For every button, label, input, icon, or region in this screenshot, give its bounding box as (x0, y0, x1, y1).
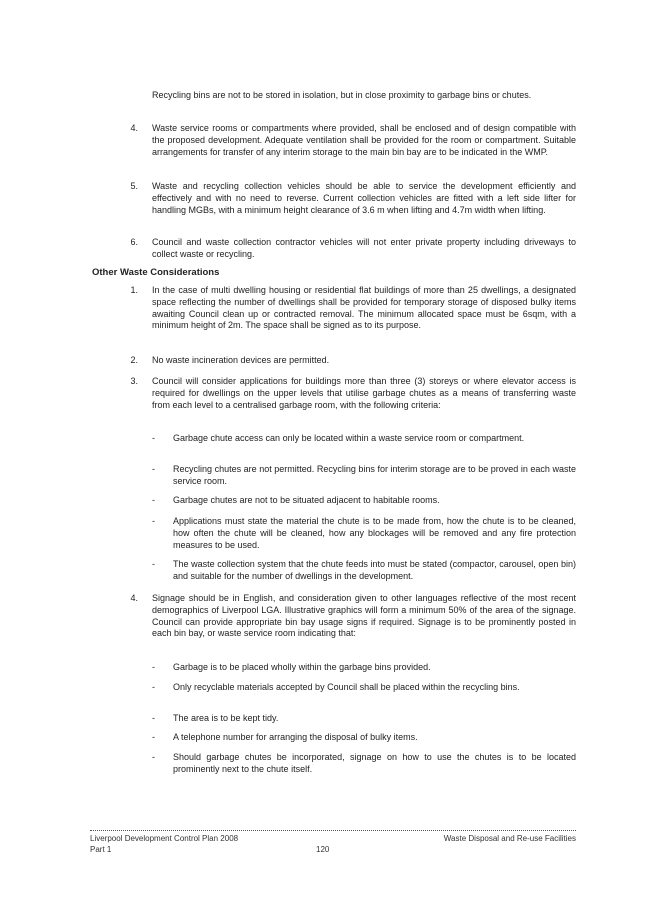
intro-continuation: Recycling bins are not to be stored in isolation, but in close proximity to garbage bins or chutes. (152, 90, 532, 100)
bullet-dash: - (152, 464, 155, 474)
list-item-number: 2. (130, 355, 138, 365)
list-item-number: 6. (130, 237, 138, 247)
list-item-number: 3. (130, 376, 138, 386)
page-number: 120 (316, 845, 330, 854)
bullet-dash: - (152, 516, 155, 526)
bullet-dash: - (152, 495, 155, 505)
list-item-text: Waste and recycling collection vehicles should be able to service the development efficiently and effectively and with no need to reverse. Current collection vehicles are fitted with a left side lifter for handling MGBs, with a minimum height clearance of 3.6 m when lifting and 4.7m width when lifting. (152, 181, 576, 215)
footer-part: Part 1 (90, 845, 112, 854)
criteria-item: Garbage chutes are not to be situated adjacent to habitable rooms. (173, 495, 440, 505)
bullet-dash: - (152, 662, 155, 672)
bullet-dash: - (152, 682, 155, 692)
criteria-item: The waste collection system that the chute feeds into must be stated (compactor, carousel, open bin) and suitable for the number of dwellings in the development. (173, 559, 576, 581)
signage-item: The area is to be kept tidy. (173, 713, 279, 723)
section-heading: Other Waste Considerations (92, 267, 220, 278)
list-item-number: 4. (130, 593, 138, 603)
list-item-text: No waste incineration devices are permitted. (152, 355, 330, 365)
list-item-number: 4. (130, 123, 138, 133)
criteria-item: Recycling chutes are not permitted. Recycling bins for interim storage are to be proved in each waste service room. (173, 464, 576, 486)
list-item-text: Waste service rooms or compartments where provided, shall be enclosed and of design compatible with the proposed development. Adequate ventilation shall be provided for the room or compartment. Suitable arrangements for transfer of any interim storage to the main bin bay are to be indicated in the WMP. (152, 123, 576, 157)
list-item-number: 5. (130, 181, 138, 191)
bullet-dash: - (152, 752, 155, 762)
bullet-dash: - (152, 713, 155, 723)
footer-section-title: Waste Disposal and Re-use Facilities (443, 834, 576, 843)
signage-item: A telephone number for arranging the disposal of bulky items. (173, 732, 418, 742)
list-item-text: In the case of multi dwelling housing or residential flat buildings of more than 25 dwellings, a designated space reflecting the number of dwellings shall be provided for temporary storage of disposed bulky items awaiting Council clean up or contracted removal. The minimum allocated space must be 6sqm, with a minimum height of 2m. The space shall be signed as to its purpose. (152, 285, 576, 331)
list-item-text: Council will consider applications for buildings more than three (3) storeys or where elevator access is required for dwellings on the upper levels that utilise garbage chutes as a means of transferring waste from each level to a centralised garbage room, with the following criteria: (152, 376, 576, 410)
bullet-dash: - (152, 433, 155, 443)
signage-item: Should garbage chutes be incorporated, signage on how to use the chutes is to be located prominently next to the chute itself. (173, 752, 576, 774)
bullet-dash: - (152, 559, 155, 569)
criteria-item: Applications must state the material the chute is to be made from, how the chute is to be cleaned, how often the chute will be cleaned, how any blockages will be removed and any fire protection measures to be used. (173, 516, 576, 550)
signage-item: Only recyclable materials accepted by Council shall be placed within the recycling bins. (173, 682, 520, 692)
footer-divider (90, 830, 576, 831)
list-item-text: Signage should be in English, and consideration given to other languages reflective of the most recent demographics of Liverpool LGA. Illustrative graphics will form a minimum 50% of the area of the signage. Council can provide appropriate bin bay usage signs if required. Signage is to be prominently posted in each bin bay, or waste service room indicating that: (152, 593, 576, 639)
bullet-dash: - (152, 732, 155, 742)
signage-item: Garbage is to be placed wholly within the garbage bins provided. (173, 662, 431, 672)
list-item-number: 1. (130, 285, 138, 295)
footer-document-title: Liverpool Development Control Plan 2008 (90, 834, 239, 843)
criteria-item: Garbage chute access can only be located within a waste service room or compartment. (173, 433, 525, 443)
list-item-text: Council and waste collection contractor vehicles will not enter private property including driveways to collect waste or recycling. (152, 237, 576, 259)
